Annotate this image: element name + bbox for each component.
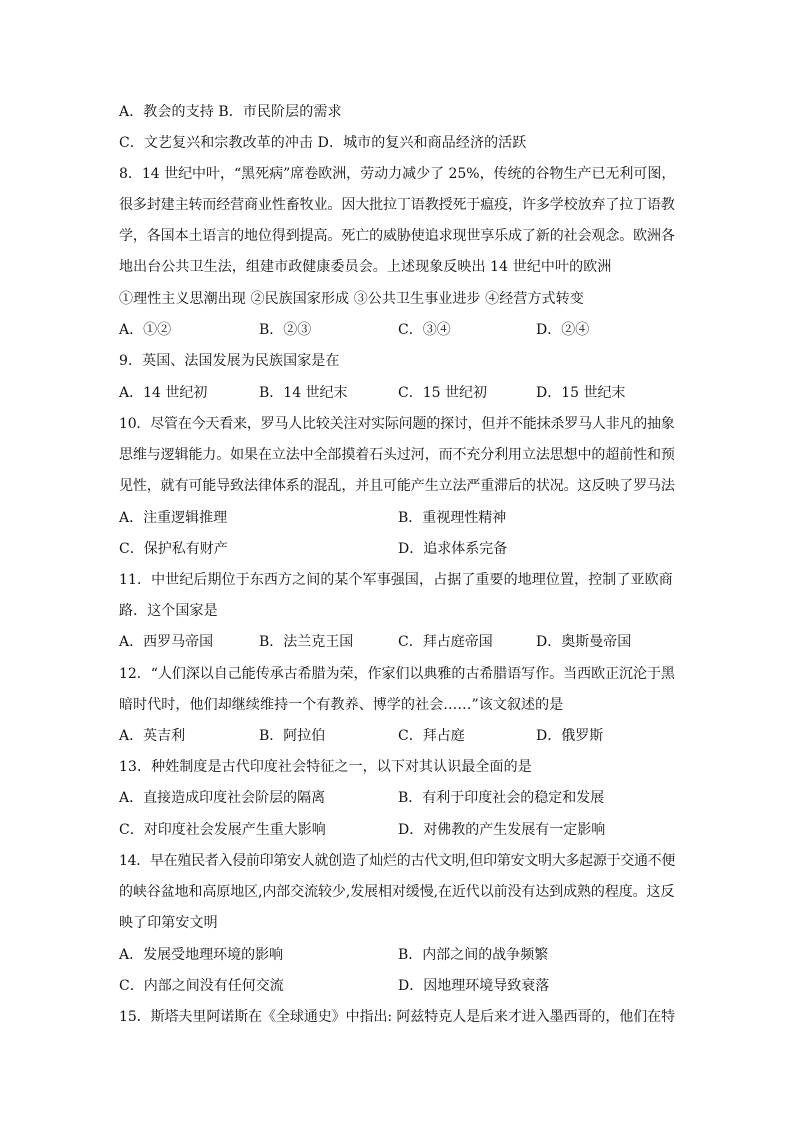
- q14-option-b: B．内部之间的战争频繁: [398, 947, 549, 963]
- q10-option-d: D．追求体系完备: [398, 541, 508, 557]
- q8-option-c: C．③④: [398, 322, 451, 338]
- q11-stem-line-2: 路．这个国家是: [119, 603, 218, 619]
- q14-stem-line-2: 的峡谷盆地和高原地区,内部交流较少,发展相对缓慢,在近代以前没有达到成熟的程度。这反: [119, 884, 675, 900]
- q12-stem-line-1: 12．“人们深以自己能传承古希腊为荣，作家们以典雅的古希腊语写作。当西欧正沉沦于黑: [119, 666, 675, 682]
- q11-option-a: A．西罗马帝国: [119, 634, 214, 650]
- q9-stem: 9．英国、法国发展为民族国家是在: [119, 353, 340, 369]
- q8-option-b: B．②③: [259, 322, 312, 338]
- q7-options-line-1: A．教会的支持 B．市民阶层的需求: [119, 104, 342, 120]
- q12-option-d: D．俄罗斯: [536, 728, 604, 744]
- q9-option-b: B．14 世纪末: [259, 385, 348, 401]
- q14-option-d: D．因地理环境导致衰落: [398, 978, 550, 994]
- q8-statements: ①理性主义思潮出现 ②民族国家形成 ③公共卫生事业进步 ④经营方式转变: [119, 291, 584, 307]
- q8-stem-line-2: 很多封建主转而经营商业性畜牧业。因大批拉丁语教授死于瘟疫，许多学校放弃了拉丁语教: [119, 197, 675, 213]
- q11-option-c: C．拜占庭帝国: [398, 634, 493, 650]
- q10-stem-line-1: 10．尽管在今天看来，罗马人比较关注对实际问题的探讨，但并不能抹杀罗马人非凡的抽象: [119, 416, 675, 432]
- q9-option-c: C．15 世纪初: [398, 385, 487, 401]
- q12-option-a: A．英吉利: [119, 728, 186, 744]
- q13-option-a: A．直接造成印度社会阶层的隔离: [119, 790, 326, 806]
- q13-option-b: B．有利于印度社会的稳定和发展: [398, 790, 605, 806]
- q15-stem: 15．斯塔夫里阿诺斯在《全球通史》中指出: 阿兹特克人是后来才进入墨西哥的，他们在特: [119, 1009, 675, 1025]
- q13-option-d: D．对佛教的产生发展有一定影响: [398, 822, 606, 838]
- q10-option-a: A．注重逻辑推理: [119, 510, 228, 526]
- q14-option-c: C．内部之间没有任何交流: [119, 978, 284, 994]
- q9-option-d: D．15 世纪末: [536, 385, 626, 401]
- q8-option-d: D．②④: [536, 322, 590, 338]
- q12-option-c: C．拜占庭: [398, 728, 465, 744]
- q11-stem-line-1: 11．中世纪后期位于东西方之间的某个军事强国，占据了重要的地理位置，控制了亚欧商: [119, 572, 673, 588]
- q11-option-b: B．法兰克王国: [259, 634, 354, 650]
- q8-stem-line-4: 地出台公共卫生法，组建市政健康委员会。上述现象反映出 14 世纪中叶的欧洲: [119, 259, 612, 275]
- q13-option-c: C．对印度社会发展产生重大影响: [119, 822, 326, 838]
- q10-option-c: C．保护私有财产: [119, 541, 228, 557]
- q8-option-a: A．①②: [119, 322, 172, 338]
- q10-stem-line-3: 见性，就有可能导致法律体系的混乱，并且可能产生立法严重滞后的状况。这反映了罗马法: [119, 478, 675, 494]
- q10-stem-line-2: 思维与逻辑能力。如果在立法中全部摸着石头过河，而不充分利用立法思想中的超前性和预: [119, 447, 675, 463]
- q7-options-line-2: C．文艺复兴和宗教改革的冲击 D．城市的复兴和商品经济的活跃: [119, 135, 527, 151]
- q14-stem-line-1: 14．早在殖民者入侵前印第安人就创造了灿烂的古代文明,但印第安文明大多起源于交通不便: [119, 853, 676, 869]
- q8-stem-line-3: 学，各国本土语言的地位得到提高。死亡的威胁使追求现世享乐成了新的社会观念。欧洲各: [119, 228, 675, 244]
- q13-stem: 13．种姓制度是古代印度社会特征之一，以下对其认识最全面的是: [119, 759, 532, 775]
- q14-stem-line-3: 映了印第安文明: [119, 915, 218, 931]
- q12-option-b: B．阿拉伯: [259, 728, 326, 744]
- q9-option-a: A．14 世纪初: [119, 385, 208, 401]
- q14-option-a: A．发展受地理环境的影响: [119, 947, 284, 963]
- q8-stem-line-1: 8．14 世纪中叶，“黑死病”席卷欧洲，劳动力减少了 25%，传统的谷物生产已无利可图，: [119, 166, 676, 182]
- q12-stem-line-2: 暗时代时，他们却继续维持一个有教养、博学的社会……”该文叙述的是: [119, 697, 564, 713]
- q10-option-b: B．重视理性精神: [398, 510, 507, 526]
- q11-option-d: D．奥斯曼帝国: [536, 634, 632, 650]
